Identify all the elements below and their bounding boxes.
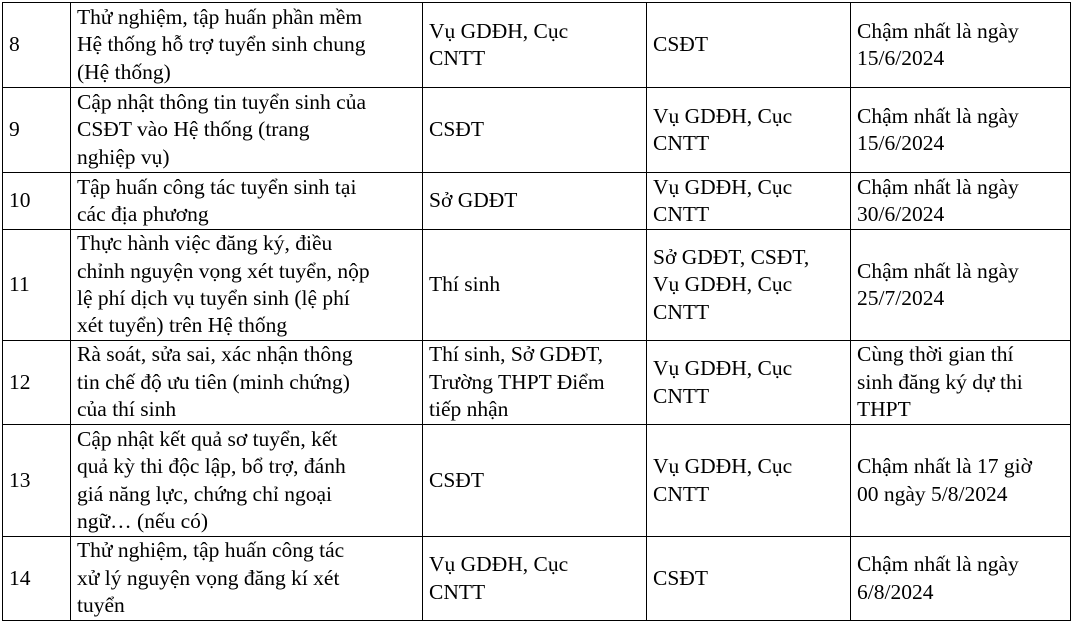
lead-unit-cell: Thí sinh, Sở GDĐT, Trường THPT Điểm tiếp nhận [423,341,647,425]
row-number-cell: 10 [3,173,71,230]
coordinating-unit-cell: CSĐT [647,537,851,621]
admission-schedule-table [2,2,1071,621]
row-number-cell: 12 [3,341,71,425]
deadline-cell: Chậm nhất là ngày 15/6/2024 [851,88,1071,173]
deadline-cell: Chậm nhất là ngày 6/8/2024 [851,537,1071,621]
table-row [3,341,1071,425]
row-number-cell: 11 [3,230,71,341]
row-number-cell: 13 [3,425,71,537]
task-cell: Thử nghiệm, tập huấn phần mềm Hệ thống hỗ trợ tuyển sinh chung (Hệ thống) [71,3,423,88]
coordinating-unit-cell: CSĐT [647,3,851,88]
row-number-cell: 8 [3,3,71,88]
task-cell: Cập nhật kết quả sơ tuyển, kết quả kỳ thi độc lập, bổ trợ, đánh giá năng lực, chứng chỉ ngoại ngữ… (nếu có) [71,425,423,537]
lead-unit-cell: Vụ GDĐH, Cục CNTT [423,537,647,621]
table-row [3,173,1071,230]
lead-unit-cell: Thí sinh [423,230,647,341]
row-number-cell: 9 [3,88,71,173]
task-cell: Thực hành việc đăng ký, điều chỉnh nguyện vọng xét tuyển, nộp lệ phí dịch vụ tuyển sinh (lệ phí xét tuyển) trên Hệ thống [71,230,423,341]
lead-unit-cell: CSĐT [423,88,647,173]
coordinating-unit-cell: Vụ GDĐH, Cục CNTT [647,341,851,425]
table-row [3,88,1071,173]
table-row [3,537,1071,621]
deadline-cell: Chậm nhất là ngày 30/6/2024 [851,173,1071,230]
coordinating-unit-cell: Vụ GDĐH, Cục CNTT [647,425,851,537]
coordinating-unit-cell: Sở GDĐT, CSĐT, Vụ GDĐH, Cục CNTT [647,230,851,341]
table-row [3,3,1071,88]
deadline-cell: Chậm nhất là ngày 25/7/2024 [851,230,1071,341]
deadline-cell: Cùng thời gian thí sinh đăng ký dự thi THPT [851,341,1071,425]
row-number-cell: 14 [3,537,71,621]
task-cell: Rà soát, sửa sai, xác nhận thông tin chế độ ưu tiên (minh chứng) của thí sinh [71,341,423,425]
deadline-cell: Chậm nhất là ngày 15/6/2024 [851,3,1071,88]
table-row [3,425,1071,537]
coordinating-unit-cell: Vụ GDĐH, Cục CNTT [647,88,851,173]
table-row [3,230,1071,341]
lead-unit-cell: Vụ GDĐH, Cục CNTT [423,3,647,88]
deadline-cell: Chậm nhất là 17 giờ 00 ngày 5/8/2024 [851,425,1071,537]
task-cell: Cập nhật thông tin tuyển sinh của CSĐT vào Hệ thống (trang nghiệp vụ) [71,88,423,173]
task-cell: Thử nghiệm, tập huấn công tác xử lý nguyện vọng đăng kí xét tuyển [71,537,423,621]
lead-unit-cell: Sở GDĐT [423,173,647,230]
coordinating-unit-cell: Vụ GDĐH, Cục CNTT [647,173,851,230]
lead-unit-cell: CSĐT [423,425,647,537]
task-cell: Tập huấn công tác tuyển sinh tại các địa phương [71,173,423,230]
